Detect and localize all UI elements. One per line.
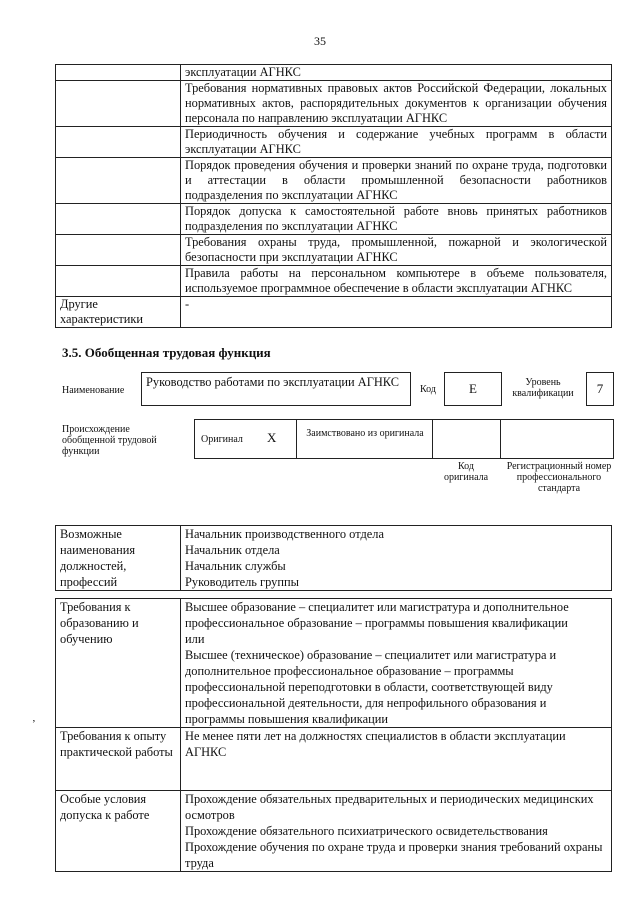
- row-text: эксплуатации АГНКС: [181, 65, 612, 81]
- table-row: [56, 81, 612, 127]
- margin-mark: ‚: [32, 712, 36, 724]
- table-row: [56, 266, 612, 297]
- name-value: Руководство работами по эксплуатации АГНКС: [141, 372, 411, 406]
- requirement-label: Требования к образованию и обучению: [56, 599, 181, 728]
- requirement-text: [181, 791, 612, 872]
- list-item: Руководитель группы: [185, 575, 299, 589]
- row-text: Требования охраны труда, промышленной, пожарной и экологической безопасности при эксплуатации АГНКС: [181, 235, 612, 266]
- code-label: Код: [420, 384, 436, 395]
- table-row: [56, 65, 612, 81]
- positions-list: [181, 526, 612, 591]
- table-row: [56, 158, 612, 204]
- page-number: 35: [314, 34, 326, 48]
- origin-label: Происхождение обобщенной трудовой функции: [62, 424, 157, 457]
- divider: [432, 420, 433, 458]
- row-label: [56, 204, 181, 235]
- requirement-text: [181, 728, 612, 791]
- divider: [500, 420, 501, 458]
- level-label: Уровень квалификации: [512, 377, 574, 399]
- requirement-text: [181, 599, 612, 728]
- knowledge-table: [55, 64, 612, 328]
- row-label: [56, 81, 181, 127]
- original-mark: X: [267, 430, 277, 445]
- list-item: Начальник службы: [185, 559, 286, 573]
- table-row: [56, 235, 612, 266]
- row-text: Порядок допуска к самостоятельной работе вновь принятых работников подразделения по эксплуатации АГНКС: [181, 204, 612, 235]
- table-row: [56, 791, 612, 872]
- borrowed-label: Заимствовано из оригинала: [306, 428, 424, 439]
- row-label: Другие характеристики: [56, 297, 181, 328]
- list-item: Начальник отдела: [185, 543, 280, 557]
- divider: [296, 420, 297, 458]
- text-line: Прохождение обучения по охране труда и проверки знания требований охраны труда: [185, 840, 603, 870]
- requirement-label: Требования к опыту практической работы: [56, 728, 181, 791]
- table-row: [56, 599, 612, 728]
- text-line: Высшее (техническое) образование – специалитет или магистратура и дополнительное профессиональное образование – программы профессиональной переподготовки в области, соответствующей виду профессиональной деятельности, для непрофильного образования и программы повышения квалификации: [185, 648, 557, 726]
- requirements-table: [55, 598, 612, 872]
- code-value: E: [444, 372, 502, 406]
- row-text: Периодичность обучения и содержание учебных программ в области эксплуатации АГНКС: [181, 127, 612, 158]
- row-label: [56, 266, 181, 297]
- table-row: [56, 127, 612, 158]
- table-row: [56, 526, 612, 591]
- row-label: [56, 127, 181, 158]
- section-title: 3.5. Обобщенная трудовая функция: [62, 345, 271, 360]
- positions-label: Возможные наименования должностей, профессий: [56, 526, 181, 591]
- text-line: или: [185, 632, 205, 646]
- table-row: [56, 297, 612, 328]
- original-label: Оригинал: [201, 434, 243, 445]
- code-caption: Код оригинала: [443, 461, 489, 483]
- text-line: Высшее образование – специалитет или магистратура и дополнительное профессиональное образование – программы повышения квалификации: [185, 600, 569, 630]
- row-text: -: [181, 297, 612, 328]
- name-label: Наименование: [62, 385, 125, 396]
- row-text: Порядок проведения обучения и проверки знаний по охране труда, подготовки и аттестации в области промышленной безопасности работников подразделения по эксплуатации АГНКС: [181, 158, 612, 204]
- table-row: [56, 728, 612, 791]
- text-line: Прохождение обязательных предварительных и периодических медицинских осмотров: [185, 792, 594, 822]
- row-label: [56, 235, 181, 266]
- origin-box: [194, 419, 614, 459]
- row-text: Требования нормативных правовых актов Российской Федерации, локальных нормативных актов, распорядительных документов к организации обучения персонала по направлению эксплуатации АГНКС: [181, 81, 612, 127]
- row-text: Правила работы на персональном компьютере в объеме пользователя, используемое программное обеспечение в области эксплуатации АГНКС: [181, 266, 612, 297]
- row-label: [56, 65, 181, 81]
- table-row: [56, 204, 612, 235]
- reg-caption: Регистрационный номер профессионального стандарта: [506, 461, 612, 494]
- requirement-label: Особые условия допуска к работе: [56, 791, 181, 872]
- row-label: [56, 158, 181, 204]
- text-line: Прохождение обязательного психиатрического освидетельствования: [185, 824, 548, 838]
- text-line: Не менее пяти лет на должностях специалистов в области эксплуатации АГНКС: [185, 729, 566, 759]
- list-item: Начальник производственного отдела: [185, 527, 384, 541]
- level-value: 7: [586, 372, 614, 406]
- positions-table: [55, 525, 612, 591]
